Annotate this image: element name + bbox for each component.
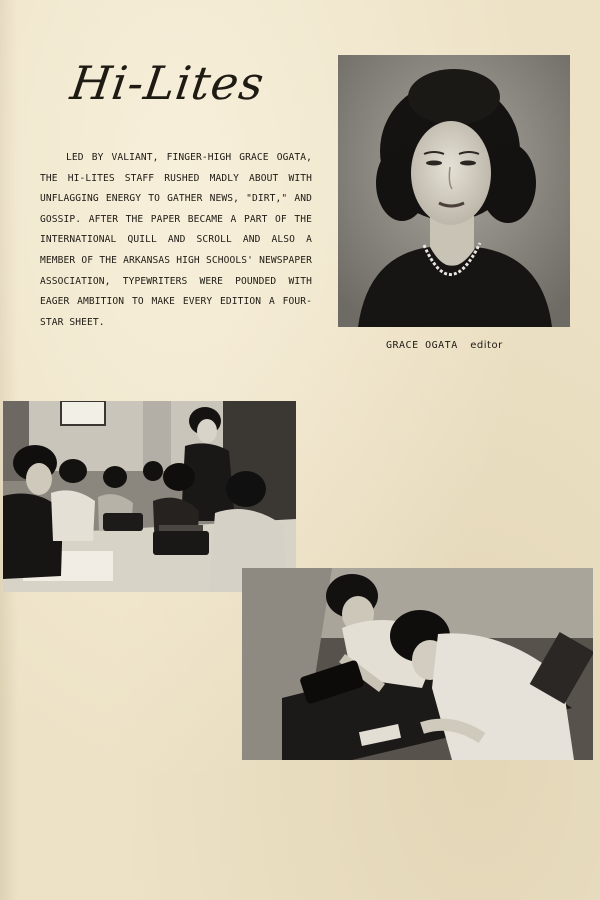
caption-name: GRACE OGATA <box>386 340 458 351</box>
portrait-caption <box>386 340 566 351</box>
article-body-text: LED BY VALIANT, FINGER-HIGH GRACE OGATA, THE HI-LITES STAFF RUSHED MADLY ABOUT WITH UNFLAGGING ENERGY TO GATHER NEWS, "DIRT," AND GOSSIP. AFTER THE PAPER BECAME A PART OF THE INTERNATIONAL QUILL AND SCROLL AND ALSO A MEMBER OF THE ARKANSAS HIGH SCHOOLS' NEWSPAPER ASSOCIATION, TYPEWRITERS WERE POUNDED WITH EAGER AMBITION TO MAKE EVERY EDITION A FOUR-STAR SHEET. <box>40 152 312 328</box>
staff-group-photo <box>3 401 296 592</box>
page-title: Hi-Lites <box>67 56 268 110</box>
caption-role: editor <box>470 340 503 351</box>
editor-portrait-photo <box>338 55 570 327</box>
students-typing-photo <box>242 568 593 760</box>
